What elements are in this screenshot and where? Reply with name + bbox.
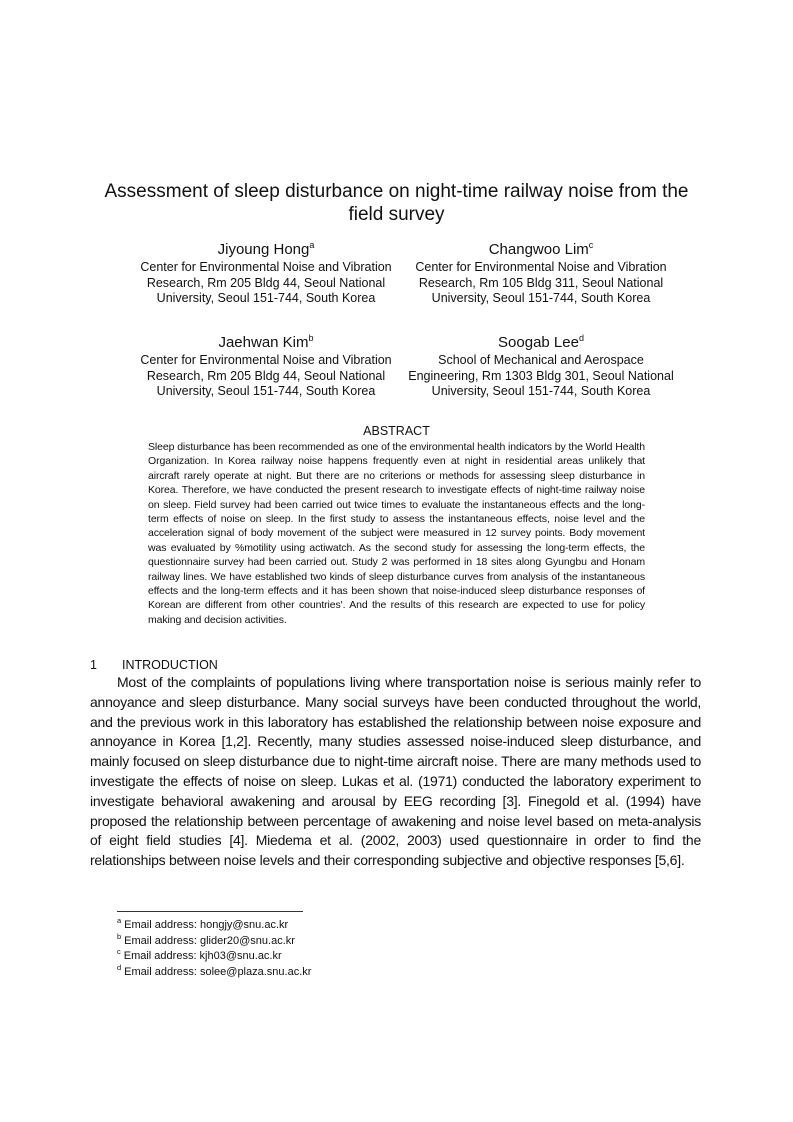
- footnote-mark: b: [117, 931, 122, 941]
- author-name: Changwoo Lim$^c$: [488, 240, 594, 258]
- footnote-email: Email address: solee@plaza.snu.ac.kr: [124, 965, 312, 978]
- footnote: [117, 918, 311, 934]
- footnote-mark: a: [117, 916, 122, 925]
- author-name: Jaehwan Kim$^b$: [218, 333, 314, 351]
- author-block: [406, 333, 676, 400]
- footnote: [117, 962, 312, 981]
- paper-title: Assessment of sleep disturbance on night-time railway noise from the field survey: [104, 181, 689, 225]
- abstract-text: Sleep disturbance has been recommended as one of the environmental health indicators by the World Health Organization. In Korea railway noise happens frequently even at night in residential areas unlikely that aircraft rarely operate at night. But there are no criterions or methods for assessing sleep disturbance in Korea. Therefore, we have conducted the present research to investigate effects of night-time railway noise on sleep. Field survey had been carried out twice times to evaluate the instantaneous effects and the long-term effects of noise on sleep. In the first study to assess the instantaneous effects, noise level and the acceleration signal of body movement of the subject were measured in 12 survey points. Body movement was evaluated by %motility using actiwatch. As the second study for assessing the long-term effects, the questionnaire survey had been carried out. Study 2 was performed in 18 sites along Gyungbu and Honam railway lines. We have established two kinds of sleep disturbance curves from analysis of the instantaneous effects and the long-term effects and it has been shown that noise-induced sleep disturbance responses of Korean are different from other countries'. And the results of this research are expected to use for policy making and decision activities.: [148, 441, 645, 626]
- footnote-email: Email address: hongjy@snu.ac.kr: [124, 919, 289, 931]
- section-number: 1: [90, 658, 97, 672]
- author-affiliation: Center for Environmental Noise and Vibration Research, Rm 105 Bldg 311, Seoul National University, Seoul 151-744, South Korea: [415, 260, 667, 305]
- author-affiliation: School of Mechanical and Aerospace Engineering, Rm 1303 Bldg 301, Seoul National University, Seoul 151-744, South Korea: [408, 353, 674, 398]
- footnote-mark: c: [117, 947, 121, 956]
- footnote-email: Email address: kjh03@snu.ac.kr: [123, 950, 282, 962]
- footnote: [117, 949, 311, 965]
- introduction-paragraph: Most of the complaints of populations living where transportation noise is serious mainly refer to annoyance and sleep disturbance. Many social surveys have been conducted throughout the world, and the previous work in this laboratory has established the relationship between noise exposure and annoyance in Korea [1,2]. Recently, many studies assessed noise-induced sleep disturbance, and mainly focused on sleep disturbance due to night-time aircraft noise. There are many methods used to investigate the effects of noise on sleep. Lukas et al. (1971) conducted the laboratory experiment to investigate behavioral awakening and arousal by EEG recording [3]. Finegold et al. (1994) have proposed the relationship between percentage of awakening and noise level based on meta-analysis of eight field studies [4]. Miedema et al. (2002, 2003) used questionnaire in order to find the relationships between noise levels and their corresponding subjective and objective responses [5,6].: [90, 674, 701, 869]
- footnotes: [117, 918, 311, 980]
- author-affiliation: Center for Environmental Noise and Vibration Research, Rm 205 Bldg 44, Seoul National University, Seoul 151-744, South Korea: [140, 260, 392, 305]
- abstract-heading: ABSTRACT: [363, 424, 430, 438]
- author-footnote-mark: d: [578, 333, 584, 343]
- section-title: INTRODUCTION: [122, 658, 218, 672]
- author-block: [131, 333, 401, 400]
- author-block: [406, 240, 676, 307]
- author-affiliation: Center for Environmental Noise and Vibration Research, Rm 205 Bldg 44, Seoul National University, Seoul 151-744, South Korea: [140, 353, 392, 398]
- footnote: [117, 931, 311, 950]
- author-footnote-mark: c: [588, 240, 594, 250]
- author-footnote-mark: b: [308, 333, 314, 343]
- footnote-email: Email address: glider20@snu.ac.kr: [124, 934, 295, 947]
- author-footnote-mark: a: [309, 240, 315, 250]
- author-block: [131, 240, 401, 307]
- footnote-mark: d: [117, 962, 122, 972]
- section-heading: [90, 658, 218, 673]
- author-name: Jiyoung Hong$^a$: [217, 240, 315, 258]
- footnote-divider: [117, 911, 303, 912]
- author-name: Soogab Lee$^d$: [498, 333, 584, 351]
